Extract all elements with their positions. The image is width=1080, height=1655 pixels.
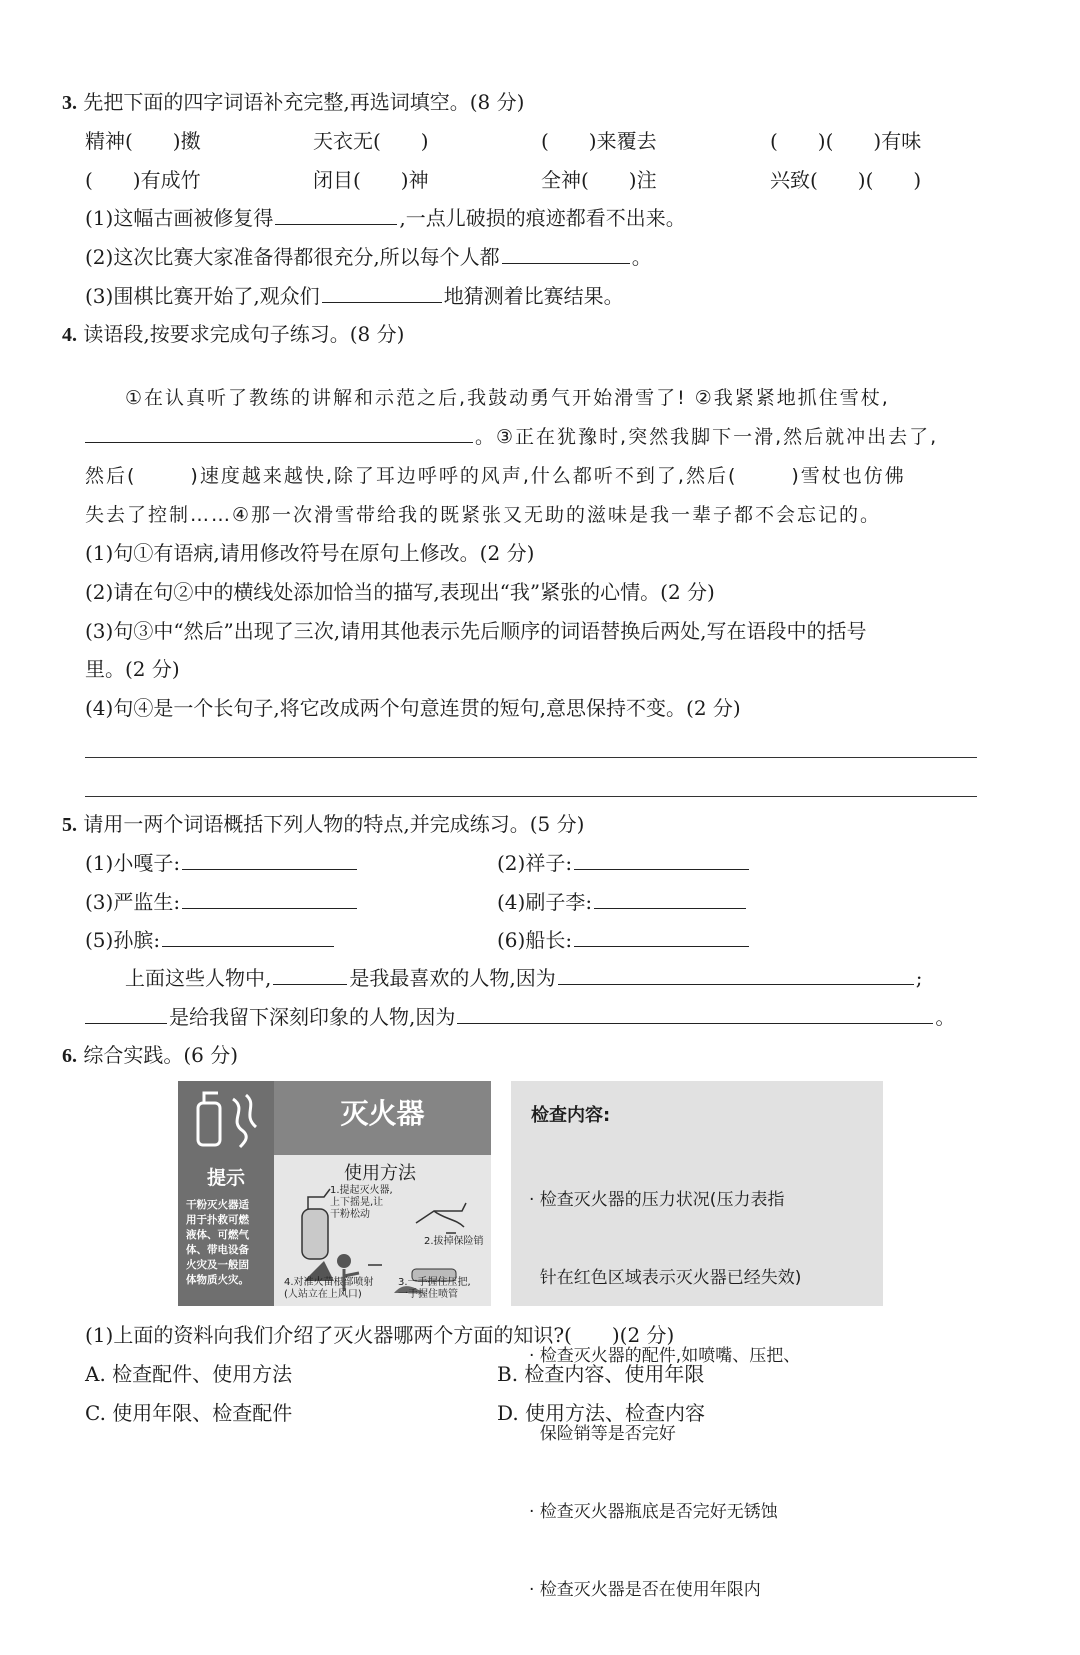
q3-s2-text-a: (2)这次比赛大家准备得都很充分,所以每个人都	[85, 245, 500, 269]
q6-option-d[interactable]: D. 使用方法、检查内容	[497, 1401, 706, 1425]
poster-icon-block	[178, 1081, 274, 1155]
q3-sentence-3	[85, 286, 624, 306]
q5-item-5-label: (5)孙膑:	[85, 928, 161, 952]
q3-s3-text-b: 地猜测着比赛结果。	[443, 284, 624, 308]
poster-tip-label: 提示	[206, 1167, 245, 1189]
q3-word-8: 兴致( )( )	[770, 168, 922, 192]
q5-item-5-blank[interactable]	[162, 945, 334, 947]
q3-word-1: 精神( )擞	[85, 129, 201, 153]
step1-line: 1.提起灭火器,	[330, 1185, 393, 1196]
q6-option-b[interactable]: B. 检查内容、使用年限	[497, 1362, 705, 1386]
q6-option-c[interactable]: C. 使用年限、检查配件	[85, 1401, 293, 1425]
q5-f1-text-b: 是我最喜欢的人物,因为	[349, 966, 556, 990]
q5-item-1-label: (1)小嘎子:	[85, 851, 181, 875]
q3-sentence-1	[85, 208, 686, 228]
q3-s3-text-a: (3)围棋比赛开始了,观众们	[85, 284, 320, 308]
q5-item-1	[85, 853, 359, 873]
poster-step-4	[284, 1277, 374, 1301]
q5-item-2-label: (2)祥子:	[497, 851, 573, 875]
poster-title: 灭火器	[274, 1081, 491, 1155]
q5-item-2-blank[interactable]	[574, 868, 749, 870]
q4-p3-text-b: )速度越来越快,除了耳边呼呼的风声,什么都听不到了,然后(	[190, 465, 738, 487]
poster-step-3	[398, 1277, 471, 1301]
q4-paragraph-line-3	[85, 467, 906, 486]
q6-title: 综合实践。(6 分)	[83, 1043, 239, 1067]
q3-title: 先把下面的四字词语补充完整,再选词填空。(8 分)	[83, 90, 525, 114]
q6-sub-question-1: (1)上面的资料向我们介绍了灭火器哪两个方面的知识?( )(2 分)	[85, 1323, 675, 1347]
q5-item-4-label: (4)刷子李:	[497, 890, 593, 914]
poster-tip-line: 体、带电设备	[186, 1244, 249, 1256]
q5-item-3-blank[interactable]	[182, 907, 357, 909]
fire-extinguisher-poster	[178, 1081, 491, 1306]
q5-item-2	[497, 853, 751, 873]
q4-p3-text-c: )雪杖也仿佛	[791, 465, 906, 487]
q3-s1-text-b: ,一点儿破损的痕迹都看不出来。	[399, 206, 686, 230]
q5-title: 请用一两个词语概括下列人物的特点,并完成练习。(5 分)	[83, 812, 585, 836]
q3-word-2: 天衣无( )	[313, 129, 429, 153]
q3-s1-blank[interactable]	[275, 223, 397, 225]
q4-p2-text: 。③正在犹豫时,突然我脚下一滑,然后就冲出去了,	[475, 426, 939, 448]
poster-tip-text	[186, 1198, 274, 1288]
q4-paragraph-line-4: 失去了控制……④那一次滑雪带给我的既紧张又无助的滋味是我一辈子都不会忘记的。	[85, 504, 882, 526]
step4-line: 4.对准火苗根部喷射	[284, 1277, 374, 1288]
step3-line: 3.一手握住压把,	[398, 1277, 471, 1288]
q3-word-4: ( )( )有味	[770, 129, 922, 153]
q5-f1-text-c: ;	[915, 966, 923, 990]
q3-s2-blank[interactable]	[502, 262, 630, 264]
q3-word-6: 闭目( )神	[313, 168, 429, 192]
q3-s2-text-b: 。	[631, 245, 652, 269]
q4-heading	[62, 324, 404, 345]
step4-line: (人站立在上风口)	[284, 1289, 362, 1300]
q5-f2-text-a: 是给我留下深刻印象的人物,因为	[169, 1005, 456, 1029]
q4-paragraph-line-1: ①在认真听了教练的讲解和示范之后,我鼓动勇气开始滑雪了! ②我紧紧地抓住雪杖,	[125, 387, 890, 409]
check-line: · 检查灭火器是否在使用年限内	[529, 1580, 761, 1600]
q5-item-5	[85, 930, 336, 950]
q5-item-4-blank[interactable]	[594, 907, 746, 909]
q5-item-6	[497, 930, 751, 950]
q5-f1-text-a: 上面这些人物中,	[125, 966, 272, 990]
poster-step-1	[330, 1185, 393, 1221]
check-line: · 检查灭火器的压力状况(压力表指	[529, 1190, 785, 1210]
poster-tip-line: 干粉灭火器适	[186, 1199, 249, 1211]
check-title: 检查内容:	[531, 1105, 611, 1126]
q4-p3-text-a: 然后(	[85, 465, 137, 487]
q5-f2-blank-2[interactable]	[457, 1022, 933, 1024]
check-line: 针在红色区域表示灭火器已经失效)	[529, 1268, 802, 1288]
q4-number: 4.	[62, 324, 77, 346]
q5-f1-blank-2[interactable]	[558, 983, 914, 985]
check-line: · 检查灭火器瓶底是否完好无锈蚀	[529, 1502, 778, 1522]
q3-heading	[62, 92, 524, 113]
q3-word-3: ( )来覆去	[541, 129, 657, 153]
q4-task-3: (3)句③中“然后”出现了三次,请用其他表示先后顺序的词语替换后两处,写在语段中的括号	[85, 619, 867, 643]
q4-task-2: (2)请在句②中的横线处添加恰当的描写,表现出“我”紧张的心情。(2 分)	[85, 580, 715, 604]
q3-word-5: ( )有成竹	[85, 168, 201, 192]
poster-step-2: 2.拔掉保险销	[424, 1236, 484, 1247]
q5-item-3-label: (3)严监生:	[85, 890, 181, 914]
q4-answer-line-1[interactable]	[85, 757, 977, 758]
poster-tip-line: 液体、可燃气	[186, 1229, 249, 1241]
q3-word-7: 全神( )注	[541, 168, 657, 192]
q4-sentence2-blank[interactable]	[85, 441, 473, 443]
q5-f2-text-b: 。	[935, 1005, 956, 1029]
q5-item-1-blank[interactable]	[182, 868, 357, 870]
check-list	[529, 1135, 801, 1655]
q4-task-4: (4)句④是一个长句子,将它改成两个句意连贯的短句,意思保持不变。(2 分)	[85, 696, 741, 720]
q3-sentence-2	[85, 247, 652, 267]
poster-tip-block	[178, 1155, 274, 1306]
q5-f2-blank-1[interactable]	[85, 1022, 167, 1024]
q5-heading	[62, 814, 584, 835]
poster-tip-line: 用于扑救可燃	[186, 1214, 249, 1226]
q5-f1-blank-1[interactable]	[273, 983, 347, 985]
q6-option-a[interactable]: A. 检查配件、使用方法	[85, 1362, 293, 1386]
q4-answer-line-2[interactable]	[85, 796, 977, 797]
check-line: 保险销等是否完好	[529, 1424, 676, 1444]
q5-item-4	[497, 892, 748, 912]
q4-paragraph-line-2	[85, 428, 938, 447]
check-line: · 检查灭火器的配件,如喷嘴、压把、	[529, 1346, 801, 1366]
step1-line: 上下摇晃,让	[330, 1197, 384, 1208]
q6-number: 6.	[62, 1045, 77, 1067]
q6-heading	[62, 1045, 238, 1066]
poster-tip-line: 体物质火灾。	[186, 1274, 249, 1286]
q5-item-3	[85, 892, 359, 912]
q4-task-1: (1)句①有语病,请用修改符号在原句上修改。(2 分)	[85, 541, 535, 565]
q5-number: 5.	[62, 814, 77, 836]
extinguisher-icon	[178, 1081, 274, 1155]
q5-fill-2	[85, 1007, 955, 1027]
q3-s3-blank[interactable]	[322, 301, 442, 303]
q3-number: 3.	[62, 92, 77, 114]
poster-tip-line: 火灾及一般固	[186, 1259, 249, 1271]
q4-task-3-cont: 里。(2 分)	[85, 657, 180, 681]
q5-item-6-label: (6)船长:	[497, 928, 573, 952]
q5-fill-1	[125, 968, 922, 988]
step1-line: 干粉松动	[330, 1209, 370, 1220]
poster-usage-title: 使用方法	[344, 1163, 416, 1184]
q3-s1-text-a: (1)这幅古画被修复得	[85, 206, 274, 230]
q5-item-6-blank[interactable]	[574, 945, 749, 947]
q4-title: 读语段,按要求完成句子练习。(8 分)	[83, 322, 405, 346]
step3-line: 一手握住喷管	[398, 1289, 458, 1300]
